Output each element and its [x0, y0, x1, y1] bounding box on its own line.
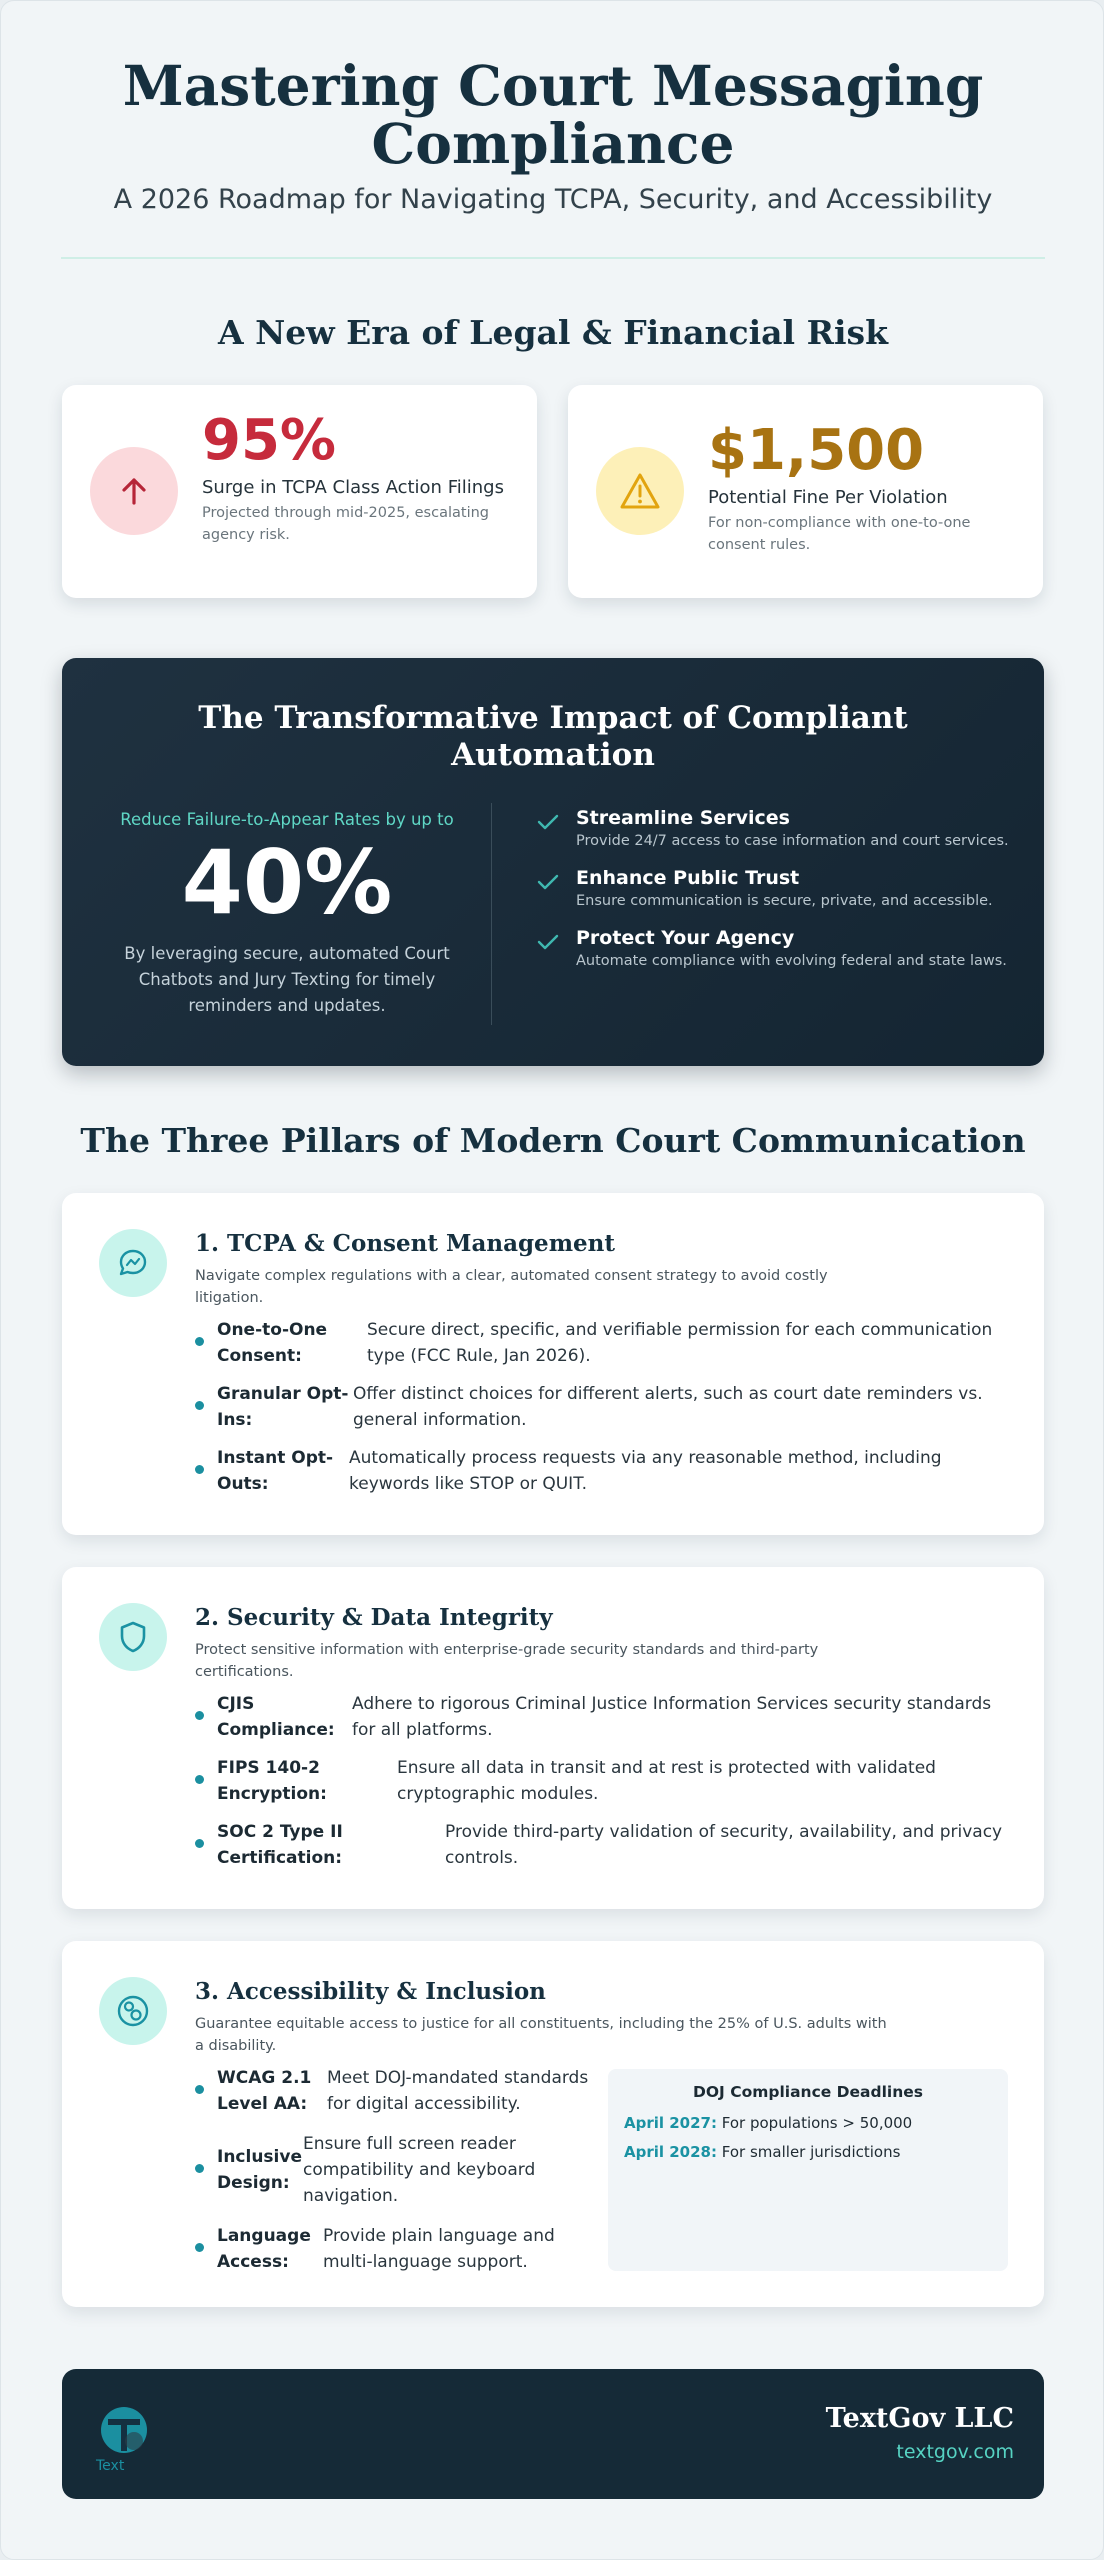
deadline-date: April 2028:	[624, 2143, 717, 2161]
item-term: Language Access:	[217, 2226, 311, 2272]
item-text: Adhere to rigorous Criminal Justice Information Services security standards for all platforms.	[352, 1694, 992, 1740]
item-term: WCAG 2.1 Level AA:	[217, 2068, 312, 2114]
item-text: Provide third-party validation of security, availability, and privacy controls.	[445, 1822, 1003, 1868]
header-divider	[61, 257, 1045, 259]
page-title: Mastering Court Messaging Compliance	[122, 53, 984, 176]
item-term: Granular Opt-Ins:	[217, 1384, 349, 1430]
stat-label: Potential Fine Per Violation	[708, 487, 948, 508]
stat-note: Projected through mid-2025, escalating agency risk.	[202, 505, 489, 543]
bullet-dot	[195, 1839, 204, 1848]
company-name: TextGov LLC	[825, 2403, 1014, 2434]
pillar-title: 2. Security & Data Integrity	[195, 1604, 553, 1631]
item-term: One-to-One Consent:	[217, 1320, 328, 1366]
bullet-dot	[195, 1401, 204, 1410]
pillar-description: Protect sensitive information with enterprise-grade security standards and third-party certifications.	[195, 1642, 819, 1680]
risk-heading: A New Era of Legal & Financial Risk	[218, 313, 888, 352]
shield-icon	[99, 1603, 167, 1671]
benefit-item	[536, 926, 1016, 972]
warning-icon	[596, 447, 684, 535]
arrow-up-icon	[90, 447, 178, 535]
list-item	[195, 2065, 595, 2117]
item-term: Instant Opt-Outs:	[217, 1448, 334, 1494]
check-icon	[536, 932, 560, 952]
item-text: Ensure all data in transit and at rest is protected with validated cryptographic modules.	[397, 1758, 936, 1804]
pillar-card-accessibility	[62, 1941, 1044, 2307]
benefit-description: Automate compliance with evolving federal and state laws.	[576, 953, 1007, 969]
list-item	[195, 2131, 595, 2209]
pillar-description: Guarantee equitable access to justice for all constituents, including the 25% of U.S. adults with a disability.	[195, 2016, 887, 2054]
benefit-title: Enhance Public Trust	[576, 867, 800, 889]
benefit-item	[536, 866, 1016, 912]
bullet-dot	[195, 2085, 204, 2094]
chat-bubble-icon	[99, 1229, 167, 1297]
check-icon	[536, 812, 560, 832]
pillar-points	[195, 1317, 1015, 1509]
bullet-dot	[195, 1465, 204, 1474]
impact-stat	[82, 810, 492, 1019]
item-term: CJIS Compliance:	[217, 1694, 335, 1740]
list-item	[195, 2223, 595, 2275]
item-text: Meet DOJ-mandated standards for digital accessibility.	[327, 2068, 589, 2114]
deadline-row	[624, 2109, 992, 2138]
bullet-dot	[195, 1337, 204, 1346]
list-item	[195, 1691, 1015, 1743]
benefit-title: Protect Your Agency	[576, 927, 795, 949]
item-text: Secure direct, specific, and verifiable permission for each communication type (FCC Rule, Jan 2026).	[367, 1320, 993, 1366]
footer	[62, 2369, 1044, 2499]
list-item	[195, 1381, 1015, 1433]
benefits-list	[536, 806, 1016, 986]
item-term: FIPS 140-2 Encryption:	[217, 1758, 327, 1804]
pillar-title: 1. TCPA & Consent Management	[195, 1230, 616, 1257]
pillar-title: 3. Accessibility & Inclusion	[195, 1978, 546, 2005]
pillars-heading: The Three Pillars of Modern Court Communication	[80, 1121, 1026, 1160]
deadline-date: April 2027:	[624, 2114, 717, 2132]
deadline-text: For smaller jurisdictions	[721, 2143, 901, 2161]
impact-big-number: 40%	[181, 831, 393, 934]
textgov-logo	[90, 2399, 162, 2475]
list-item	[195, 1819, 1015, 1871]
stat-value: 95%	[202, 408, 337, 473]
doj-deadlines-box	[608, 2069, 1008, 2271]
benefit-item	[536, 806, 1016, 852]
item-text: Offer distinct choices for different alerts, such as court date reminders vs. general information.	[353, 1384, 983, 1430]
accessibility-icon	[99, 1977, 167, 2045]
pillar-points	[195, 1691, 1015, 1883]
check-icon	[536, 872, 560, 892]
stat-label: Surge in TCPA Class Action Filings	[202, 477, 504, 498]
bullet-dot	[195, 1711, 204, 1720]
impact-title: The Transformative Impact of Compliant Automation	[198, 700, 908, 773]
bullet-dot	[195, 1775, 204, 1784]
pillar-card-security	[62, 1567, 1044, 1909]
impact-description: By leveraging secure, automated Court Chatbots and Jury Texting for timely reminders and updates.	[124, 944, 450, 1015]
impact-panel	[62, 658, 1044, 1066]
list-item	[195, 1445, 1015, 1497]
bullet-dot	[195, 2243, 204, 2252]
stat-note: For non-compliance with one-to-one consent rules.	[708, 515, 971, 553]
impact-divider	[491, 803, 492, 1025]
deadline-text: For populations > 50,000	[721, 2114, 913, 2132]
benefit-description: Ensure communication is secure, private, and accessible.	[576, 893, 993, 909]
bullet-dot	[195, 2164, 204, 2173]
company-url-link[interactable]: textgov.com	[896, 2441, 1014, 2463]
item-term: Inclusive Design:	[217, 2147, 302, 2193]
benefit-description: Provide 24/7 access to case information and court services.	[576, 833, 1009, 849]
pillar-card-tcpa	[62, 1193, 1044, 1535]
stat-card-fine	[568, 385, 1043, 598]
item-term: SOC 2 Type II Certification:	[217, 1822, 343, 1868]
stat-value: $1,500	[708, 418, 925, 483]
page-subtitle: A 2026 Roadmap for Navigating TCPA, Security, and Accessibility	[113, 184, 993, 215]
logo-text: Text	[96, 2458, 125, 2474]
benefit-title: Streamline Services	[576, 807, 790, 829]
list-item	[195, 1755, 1015, 1807]
list-item	[195, 1317, 1015, 1369]
item-text: Ensure full screen reader compatibility and keyboard navigation.	[303, 2134, 536, 2206]
stat-card-tcpa-surge	[62, 385, 537, 598]
pillar-description: Navigate complex regulations with a clear, automated consent strategy to avoid costly litigation.	[195, 1268, 828, 1306]
item-text: Automatically process requests via any reasonable method, including keywords like STOP or QUIT.	[349, 1448, 942, 1494]
pillar-points	[195, 2065, 595, 2287]
item-text: Provide plain language and multi-language support.	[323, 2226, 555, 2272]
impact-kicker: Reduce Failure-to-Appear Rates by up to	[120, 810, 454, 829]
deadline-row	[624, 2138, 992, 2167]
deadline-title: DOJ Compliance Deadlines	[692, 2083, 924, 2101]
